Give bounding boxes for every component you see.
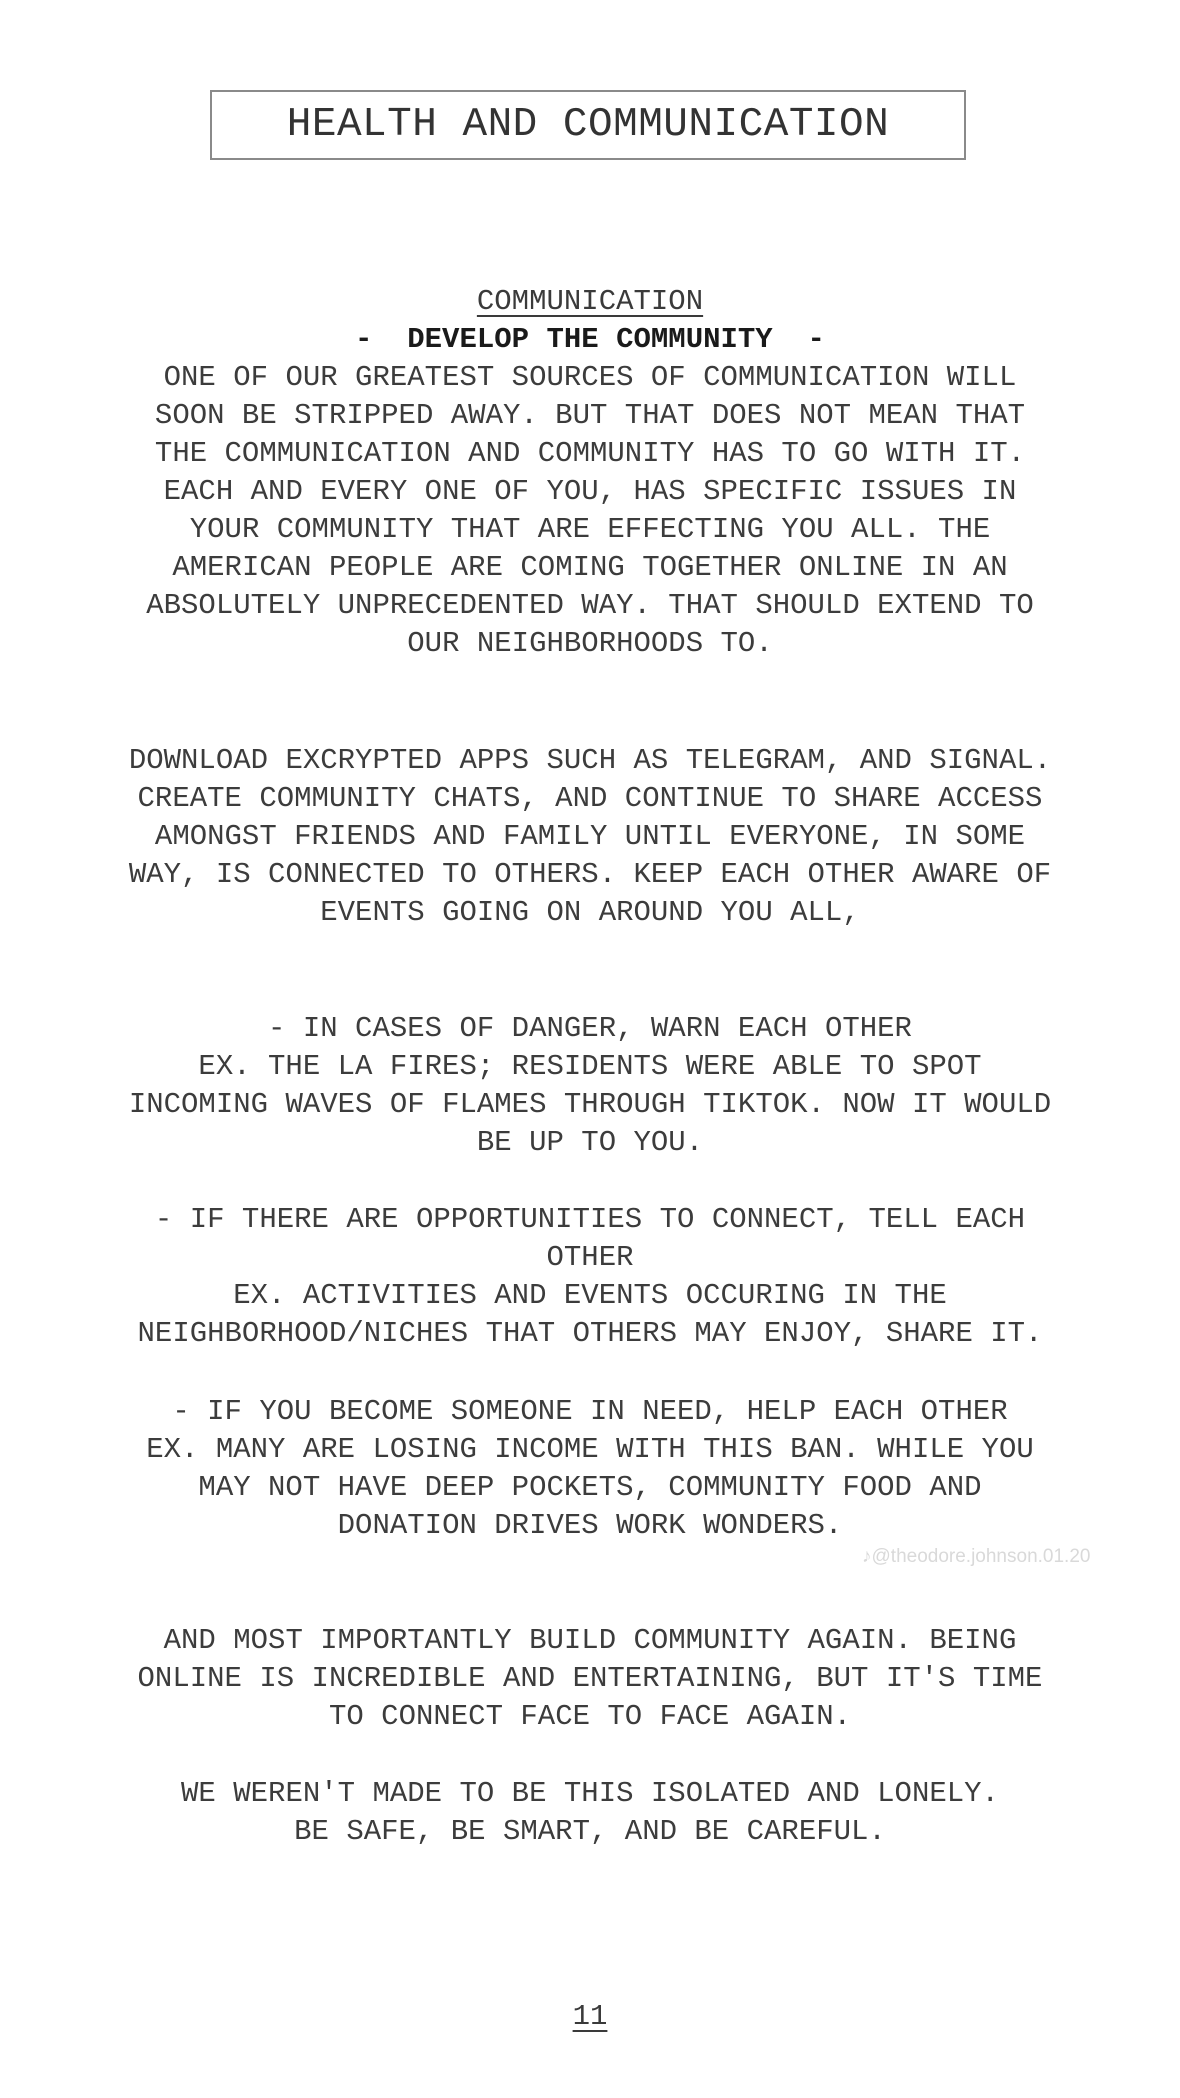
- text-line: WAY, IS CONNECTED TO OTHERS. KEEP EACH OTHER AWARE OF: [128, 858, 1052, 891]
- text-line: TO CONNECT FACE TO FACE AGAIN.: [328, 1700, 852, 1733]
- text-line: WE WEREN'T MADE TO BE THIS ISOLATED AND LONELY.: [181, 1777, 999, 1810]
- text-line: OTHER: [546, 1241, 634, 1274]
- text-line: DOWNLOAD EXCRYPTED APPS SUCH AS TELEGRAM, AND SIGNAL.: [128, 744, 1052, 777]
- build-community-paragraph: [40, 1622, 1140, 1736]
- section-heading-text: COMMUNICATION: [476, 285, 704, 318]
- section-heading: [40, 283, 1140, 321]
- text-line: INCOMING WAVES OF FLAMES THROUGH TIKTOK. NOW IT WOULD: [128, 1088, 1052, 1121]
- text-line: YOUR COMMUNITY THAT ARE EFFECTING YOU ALL. THE: [189, 513, 991, 546]
- text-line: - IN CASES OF DANGER, WARN EACH OTHER: [268, 1012, 912, 1045]
- page-number-text: 11: [572, 2000, 608, 2033]
- text-line: ABSOLUTELY UNPRECEDENTED WAY. THAT SHOULD EXTEND TO: [146, 589, 1034, 622]
- text-line: EACH AND EVERY ONE OF YOU, HAS SPECIFIC ISSUES IN: [163, 475, 1017, 508]
- text-line: THE COMMUNICATION AND COMMUNITY HAS TO GO WITH IT.: [154, 437, 1026, 470]
- watermark: [862, 1546, 1090, 1568]
- text-line: EX. ACTIVITIES AND EVENTS OCCURING IN THE: [233, 1279, 947, 1312]
- danger-paragraph: [40, 1010, 1140, 1162]
- section-subheading: - DEVELOP THE COMMUNITY -: [355, 323, 825, 356]
- tiktok-icon: ♪: [862, 1546, 872, 1567]
- text-line: MAY NOT HAVE DEEP POCKETS, COMMUNITY FOOD AND: [198, 1471, 982, 1504]
- page-number: [40, 2000, 1140, 2033]
- text-line: ONLINE IS INCREDIBLE AND ENTERTAINING, BUT IT'S TIME: [137, 1662, 1043, 1695]
- text-line: AMONGST FRIENDS AND FAMILY UNTIL EVERYONE, IN SOME: [154, 820, 1026, 853]
- text-line: DONATION DRIVES WORK WONDERS.: [337, 1509, 843, 1542]
- text-line: AMERICAN PEOPLE ARE COMING TOGETHER ONLINE IN AN: [172, 551, 1008, 584]
- text-line: OUR NEIGHBORHOODS TO.: [407, 627, 773, 660]
- text-line: - IF THERE ARE OPPORTUNITIES TO CONNECT, TELL EACH: [154, 1203, 1026, 1236]
- text-line: AND MOST IMPORTANTLY BUILD COMMUNITY AGAIN. BEING: [163, 1624, 1017, 1657]
- text-line: ONE OF OUR GREATEST SOURCES OF COMMUNICATION WILL: [163, 361, 1017, 394]
- text-line: - IF YOU BECOME SOMEONE IN NEED, HELP EACH OTHER: [172, 1395, 1008, 1428]
- text-line: EVENTS GOING ON AROUND YOU ALL,: [320, 896, 860, 929]
- text-line: NEIGHBORHOOD/NICHES THAT OTHERS MAY ENJOY, SHARE IT.: [137, 1317, 1043, 1350]
- text-line: BE UP TO YOU.: [476, 1126, 704, 1159]
- closing-paragraph: [40, 1775, 1140, 1851]
- intro-paragraph: [40, 359, 1140, 663]
- text-line: EX. THE LA FIRES; RESIDENTS WERE ABLE TO SPOT: [198, 1050, 982, 1083]
- watermark-text: @theodore.johnson.01.20: [871, 1546, 1091, 1567]
- text-line: EX. MANY ARE LOSING INCOME WITH THIS BAN. WHILE YOU: [146, 1433, 1034, 1466]
- connect-paragraph: [40, 1201, 1140, 1353]
- need-paragraph: [40, 1393, 1140, 1545]
- text-line: SOON BE STRIPPED AWAY. BUT THAT DOES NOT MEAN THAT: [154, 399, 1026, 432]
- download-apps-paragraph: [40, 742, 1140, 932]
- text-line: BE SAFE, BE SMART, AND BE CAREFUL.: [294, 1815, 886, 1848]
- page-title: HEALTH AND COMMUNICATION: [210, 90, 966, 160]
- text-line: CREATE COMMUNITY CHATS, AND CONTINUE TO SHARE ACCESS: [137, 782, 1043, 815]
